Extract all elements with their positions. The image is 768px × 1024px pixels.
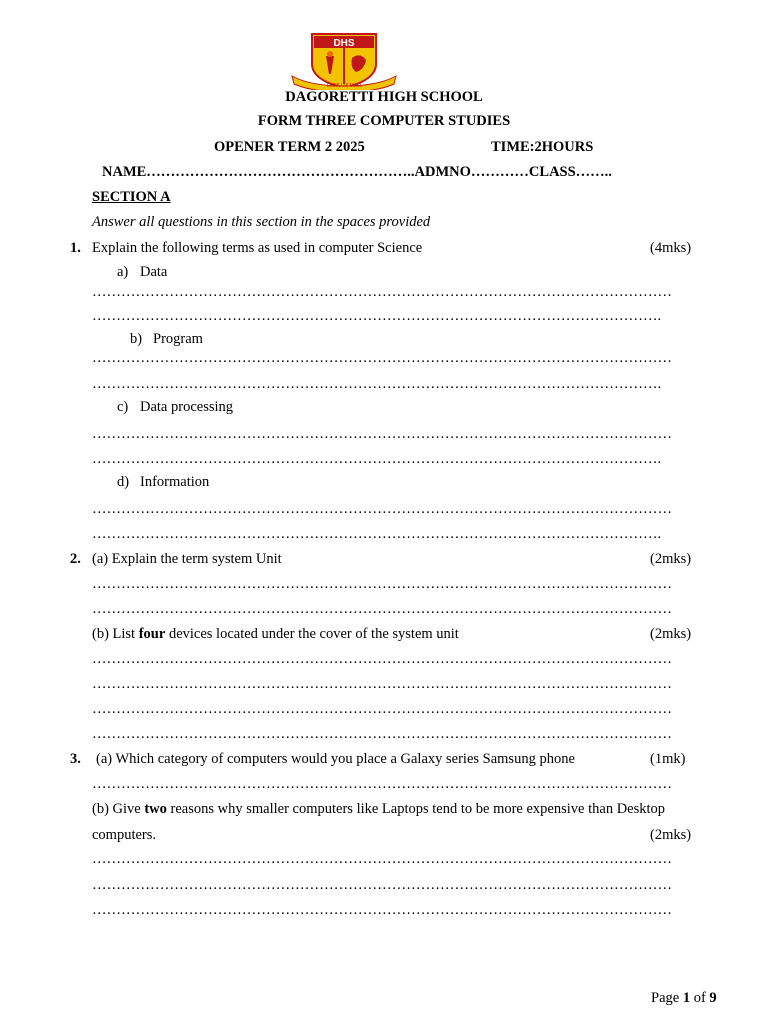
answer-line[interactable]: ………………………………………………………………………………………………………… (92, 651, 672, 667)
answer-line[interactable]: ………………………………………………………………………………………………………… (92, 350, 672, 366)
subquestion-label: d) (117, 474, 130, 490)
question-marks: (2mks) (650, 551, 692, 567)
subquestion-label: c) (117, 399, 129, 415)
question-marks: (1mk) (650, 751, 686, 767)
answer-line[interactable]: ………………………………………………………………………………………………………. (92, 376, 662, 392)
answer-line[interactable]: ………………………………………………………………………………………………………… (92, 426, 672, 442)
school-name: DAGORETTI HIGH SCHOOL (285, 89, 483, 105)
page-mid: of (690, 990, 710, 1006)
question-text (92, 801, 665, 818)
exam-title: OPENER TERM 2 2025 (214, 139, 365, 155)
question-text: (a) Explain the term system Unit (92, 551, 282, 567)
question-text (92, 626, 459, 643)
subquestion-text: Information (140, 474, 210, 490)
answer-line[interactable]: ………………………………………………………………………………………………………… (92, 284, 672, 300)
subject-title: FORM THREE COMPUTER STUDIES (257, 113, 511, 129)
page-prefix: Page (651, 990, 683, 1006)
section-instruction: Answer all questions in this section in the spaces provided (92, 214, 431, 230)
question-text-part: reasons why smaller computers like Laptops tend to be more expensive than Desktop (166, 801, 666, 817)
question-number: 2. (70, 551, 81, 567)
answer-line[interactable]: ………………………………………………………………………………………………………… (92, 902, 672, 918)
question-text-part: (b) Give (92, 801, 145, 817)
question-marks: (2mks) (650, 626, 692, 642)
question-text: (a) Which category of computers would you place a Galaxy series Samsung phone (96, 751, 575, 767)
exam-time: TIME:2HOURS (491, 139, 594, 155)
subquestion-label: a) (117, 264, 129, 280)
total-pages: 9 (709, 990, 717, 1006)
answer-line[interactable]: ………………………………………………………………………………………………………. (92, 451, 662, 467)
question-text-part: devices located under the cover of the system unit (165, 626, 459, 642)
answer-line[interactable]: ………………………………………………………………………………………………………… (92, 576, 672, 592)
answer-line[interactable]: ………………………………………………………………………………………………………… (92, 726, 672, 742)
current-page: 1 (682, 990, 691, 1006)
emphasis-word: four (138, 626, 166, 642)
student-details-line: NAME………………………………………………..ADMNO…………CLASS…….. (102, 164, 612, 180)
subquestion-label: b) (130, 331, 143, 347)
answer-line[interactable]: ………………………………………………………………………………………………………… (92, 851, 672, 867)
school-logo (290, 30, 398, 90)
question-marks: (2mks) (650, 827, 692, 843)
answer-line[interactable]: ………………………………………………………………………………………………………. (92, 526, 662, 542)
question-text-part: (b) List (92, 626, 139, 642)
question-text: Explain the following terms as used in computer Science (92, 240, 423, 256)
page-number (651, 990, 717, 1007)
answer-line[interactable]: ………………………………………………………………………………………………………… (92, 501, 672, 517)
subquestion-text: Data (140, 264, 168, 280)
question-marks: (4mks) (650, 240, 692, 256)
question-number: 3. (70, 751, 81, 767)
answer-line[interactable]: ………………………………………………………………………………………………………… (92, 701, 672, 717)
answer-line[interactable]: ………………………………………………………………………………………………………… (92, 776, 672, 792)
question-text-continued: computers. (92, 827, 157, 843)
answer-line[interactable]: ………………………………………………………………………………………………………… (92, 877, 672, 893)
logo-letters: DHS (333, 38, 355, 49)
subquestion-text: Data processing (140, 399, 234, 415)
section-title: SECTION A (92, 189, 171, 205)
logo-motto: ELIMU NI MALI (326, 83, 362, 89)
emphasis-word: two (144, 801, 167, 817)
subquestion-text: Program (153, 331, 203, 347)
answer-line[interactable]: ………………………………………………………………………………………………………… (92, 676, 672, 692)
answer-line[interactable]: ………………………………………………………………………………………………………. (92, 308, 662, 324)
question-number: 1. (70, 240, 81, 256)
answer-line[interactable]: ………………………………………………………………………………………………………… (92, 601, 672, 617)
